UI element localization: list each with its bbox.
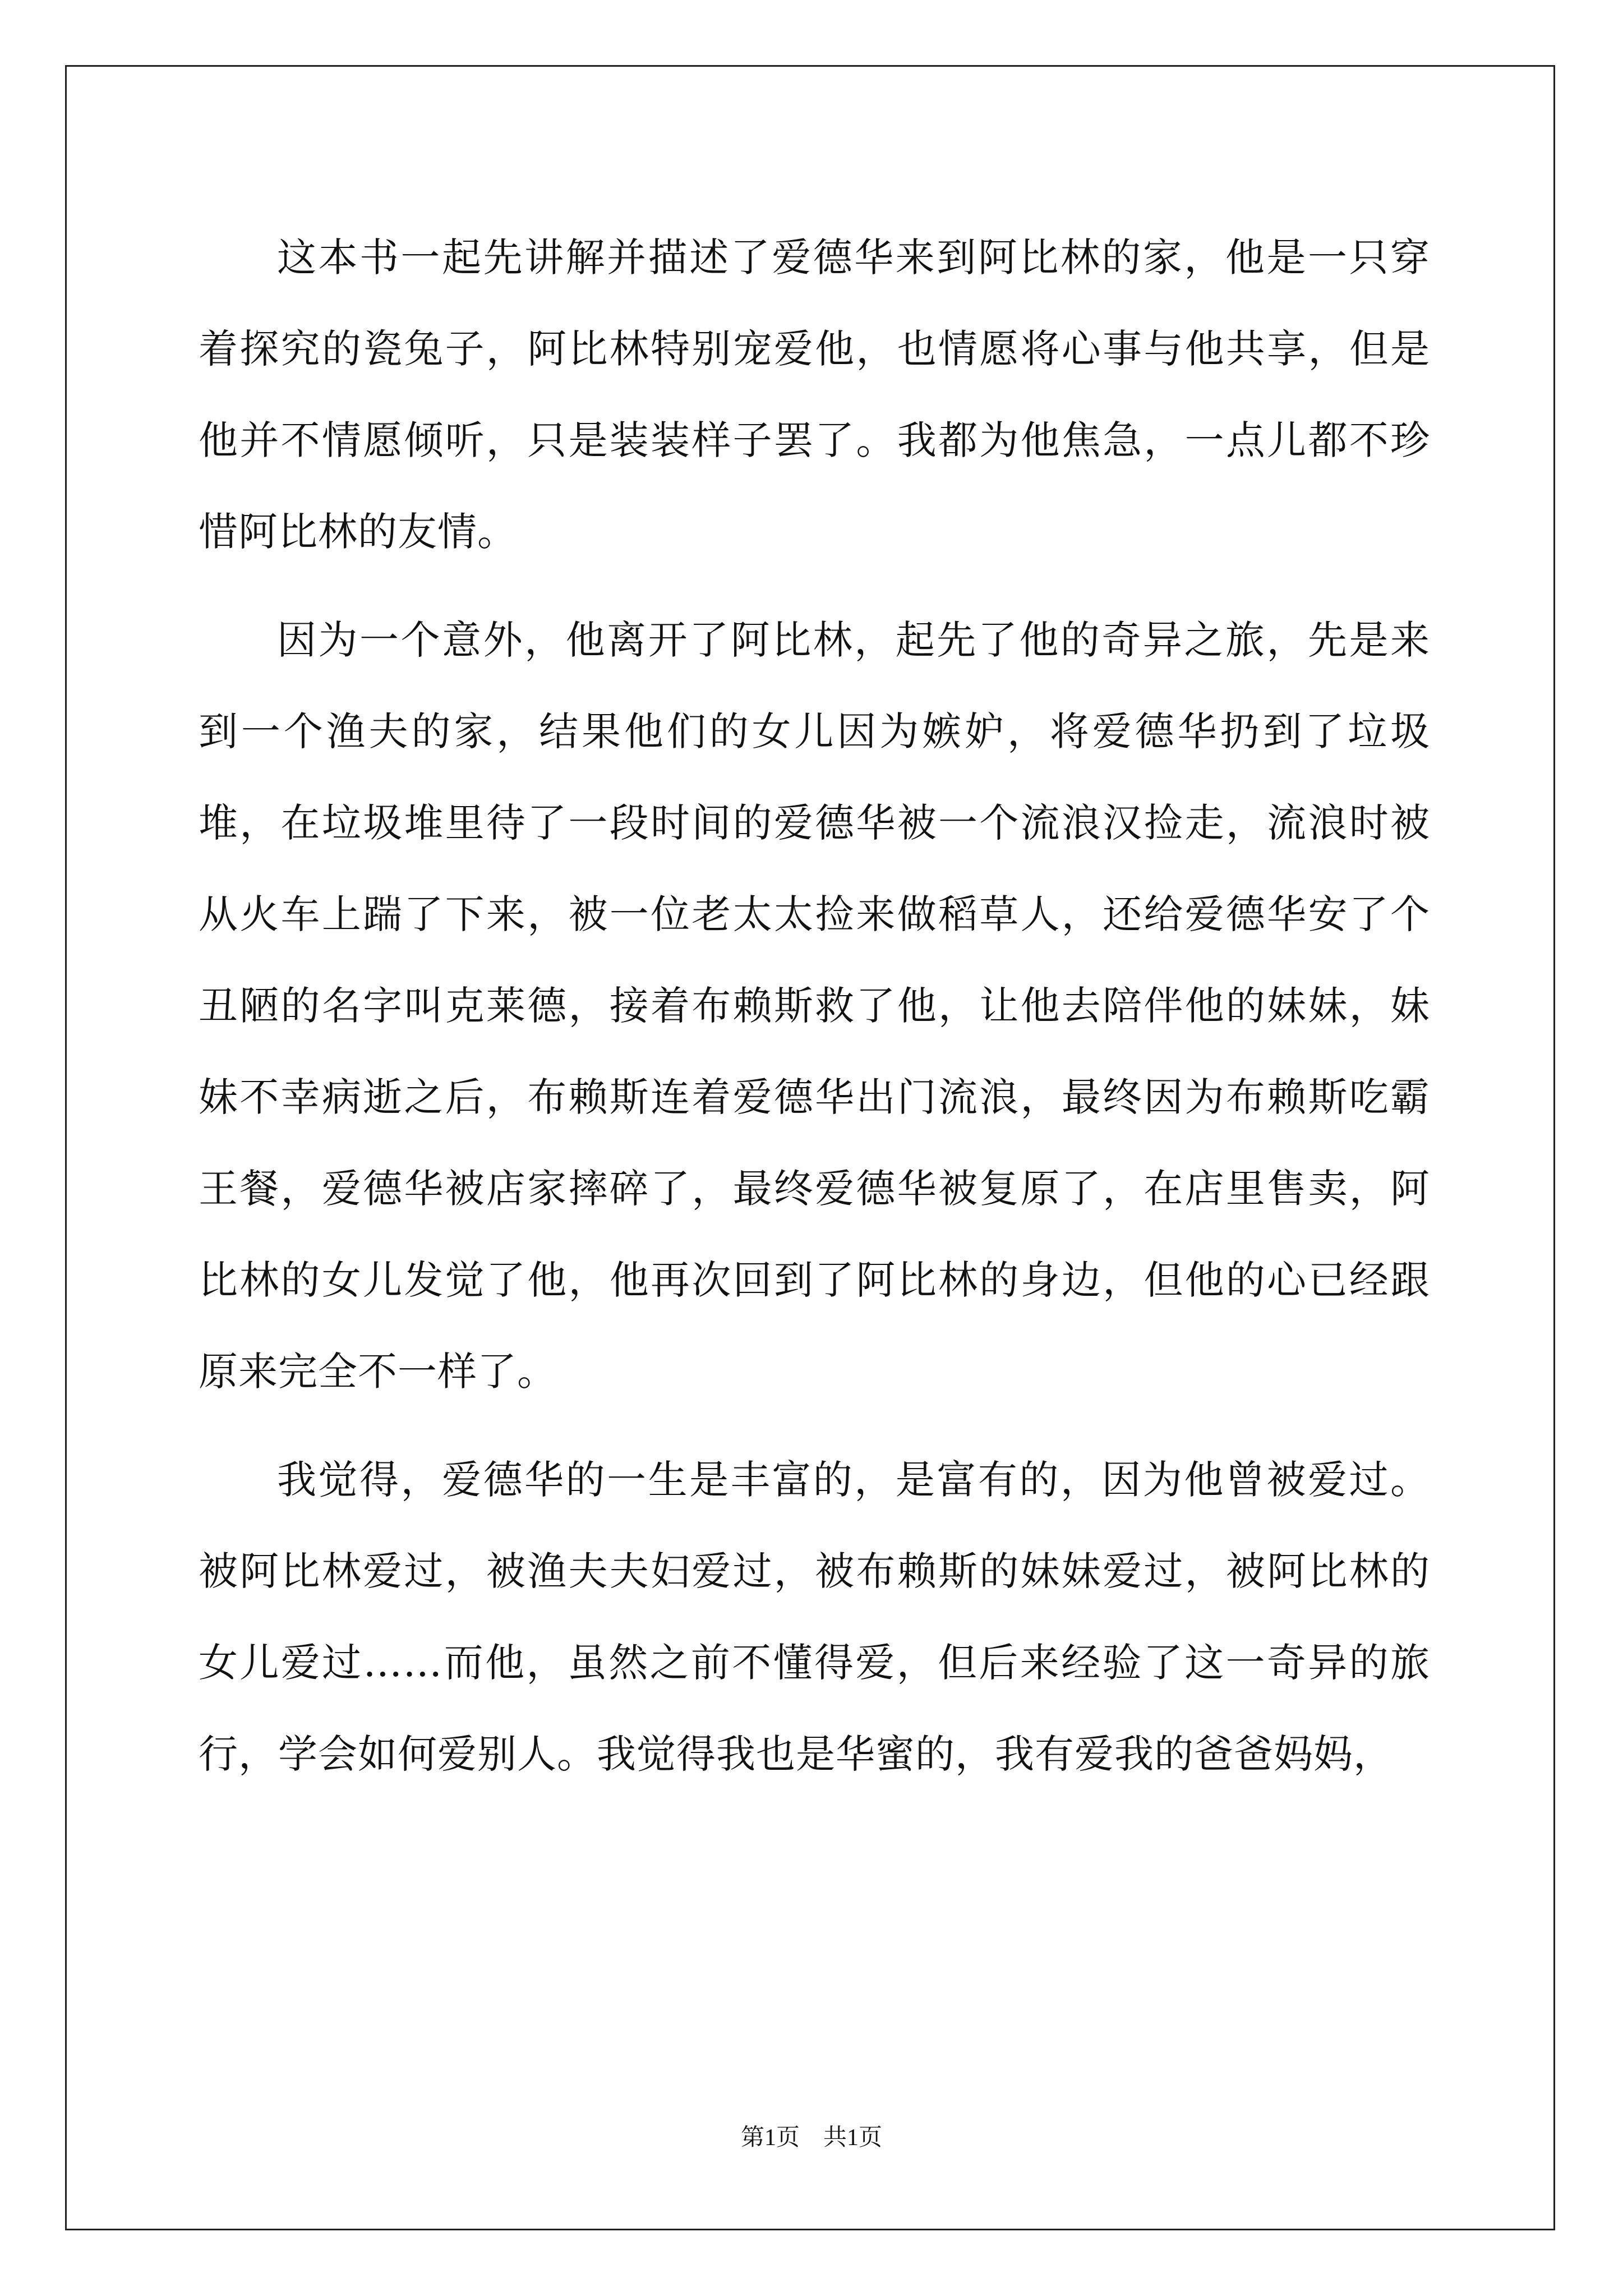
- page-number-footer: 第1页 共1页: [740, 2125, 882, 2151]
- document-body: [199, 212, 1430, 1817]
- paragraph-1: 这本书一起先讲解并描述了爱德华来到阿比林的家，他是一只穿着探究的瓷兔子，阿比林特别宠爱他，也情愿将心事与他共享，但是他并不情愿倾听，只是装装样子罢了。我都为他焦急，一点儿都不珍惜阿比林的友情。: [199, 234, 1430, 555]
- paragraph-3: 我觉得，爱德华的一生是丰富的，是富有的，因为他曾被爱过。被阿比林爱过，被渔夫夫妇爱过，被布赖斯的妹妹爱过，被阿比林的女儿爱过……而他，虽然之前不懂得爱，但后来经验了这一奇异的旅行，学会如何爱别人。我觉得我也是华蜜的，我有爱我的爸爸妈妈，: [199, 1457, 1430, 1777]
- paragraph-2: 因为一个意外，他离开了阿比林，起先了他的奇异之旅，先是来到一个渔夫的家，结果他们的女儿因为嫉妒，将爱德华扔到了垃圾堆，在垃圾堆里待了一段时间的爱德华被一个流浪汉捡走，流浪时被从火车上踹了下来，被一位老太太捡来做稻草人，还给爱德华安了个丑陋的名字叫克莱德，接着布赖斯救了他，让他去陪伴他的妹妹，妹妹不幸病逝之后，布赖斯连着爱德华出门流浪，最终因为布赖斯吃霸王餐，爱德华被店家摔碎了，最终爱德华被复原了，在店里售卖，阿比林的女儿发觉了他，他再次回到了阿比林的身边，但他的心已经跟原来完全不一样了。: [199, 617, 1430, 1395]
